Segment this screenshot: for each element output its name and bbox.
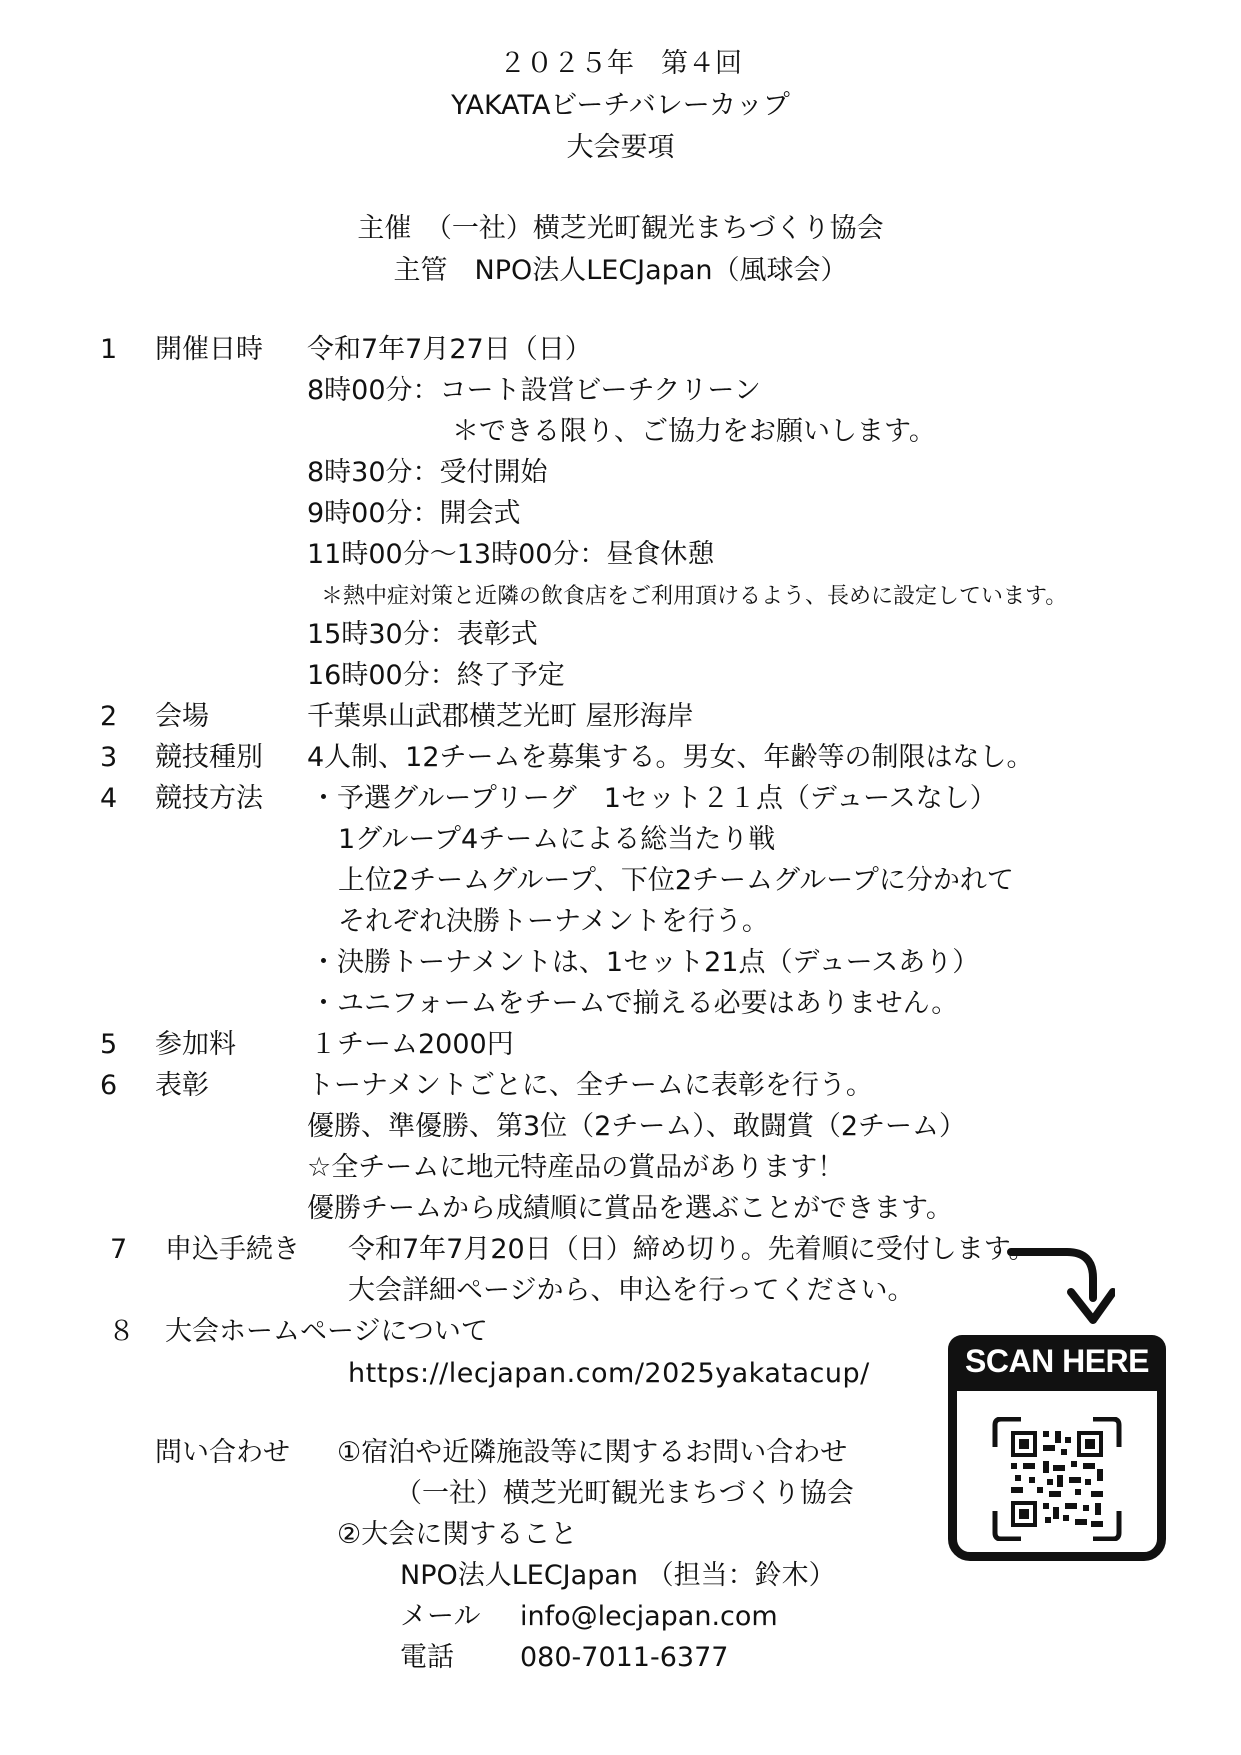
qr-code-icon[interactable]	[991, 1417, 1123, 1541]
mail-address[interactable]: info@lecjapan.com	[520, 1601, 778, 1632]
organizer-host: 主催 （一社）横芝光町観光まちづくり協会	[357, 213, 884, 244]
category-text: 4人制、12チームを募集する。男女、年齢等の制限はなし。	[307, 742, 1034, 773]
venue-text: 千葉県山武郡横芝光町 屋形海岸	[307, 701, 694, 732]
award-line: 優勝チームから成績順に賞品を選ぶことができます。	[307, 1193, 953, 1224]
method-line: それぞれ決勝トーナメントを行う。	[338, 906, 769, 937]
section-5-title: 参加料	[155, 1029, 236, 1060]
title-line-1: ２０２５年 第４回	[499, 48, 742, 79]
section-3-number: 3	[100, 742, 118, 773]
section-1-date: 令和7年7月27日（日）	[307, 334, 592, 365]
section-1-number: 1	[100, 334, 118, 365]
section-5-number: 5	[100, 1029, 118, 1060]
application-line: 令和7年7月20日（日）締め切り。先着順に受付します。	[348, 1234, 1036, 1265]
section-7-number: 7	[110, 1234, 128, 1265]
tel-label: 電話	[400, 1642, 454, 1673]
section-2-title: 会場	[155, 701, 209, 732]
curved-arrow-down-icon	[1005, 1242, 1115, 1332]
section-1-title: 開催日時	[155, 334, 263, 365]
section-6-title: 表彰	[155, 1070, 209, 1101]
award-line: 優勝、準優勝、第3位（2チーム）、敢闘賞（2チーム）	[307, 1111, 967, 1142]
section-6-number: 6	[100, 1070, 118, 1101]
method-line: 1グループ4チームによる総当たり戦	[338, 824, 776, 855]
section-7-title: 申込手続き	[165, 1234, 300, 1265]
organizer-manager: 主管 NPO法人LECJapan（風球会）	[393, 255, 848, 286]
application-line: 大会詳細ページから、申込を行ってください。	[348, 1275, 915, 1306]
section-8-title: 大会ホームページについて	[165, 1316, 488, 1347]
schedule-line: 8時00分：コート設営ビーチクリーン	[307, 375, 761, 406]
schedule-line: 8時30分：受付開始	[307, 457, 548, 488]
section-2-number: 2	[100, 701, 118, 732]
method-line: ・ユニフォームをチームで揃える必要はありません。	[310, 988, 959, 1019]
schedule-note: ＊できる限り、ご協力をお願いします。	[452, 416, 936, 447]
contact-label: 問い合わせ	[155, 1437, 290, 1468]
schedule-line: 9時00分：開会式	[307, 498, 521, 529]
title-line-2: YAKATAビーチバレーカップ	[451, 90, 790, 121]
tel-number[interactable]: 080-7011-6377	[520, 1642, 729, 1673]
contact-item-1: ①宿泊や近隣施設等に関するお問い合わせ	[337, 1437, 848, 1468]
contact-item-2-org: NPO法人LECJapan （担当：鈴木）	[400, 1560, 836, 1591]
fee-text: １チーム2000円	[310, 1029, 514, 1060]
award-line: トーナメントごとに、全チームに表彰を行う。	[307, 1070, 873, 1101]
method-line: ・決勝トーナメントは、1セット21点（デュースあり）	[310, 947, 980, 978]
qr-scan-card[interactable]	[948, 1335, 1166, 1561]
schedule-line: 15時30分：表彰式	[307, 619, 538, 650]
title-line-3: 大会要項	[566, 132, 675, 163]
section-4-title: 競技方法	[155, 783, 263, 814]
method-line: 上位2チームグループ、下位2チームグループに分かれて	[338, 865, 1014, 896]
mail-label: メール	[400, 1601, 481, 1632]
section-4-number: 4	[100, 783, 118, 814]
section-3-title: 競技種別	[155, 742, 263, 773]
homepage-link[interactable]: https://lecjapan.com/2025yakatacup/	[348, 1358, 870, 1389]
contact-item-2: ②大会に関すること	[337, 1519, 578, 1550]
method-line: ・予選グループリーグ 1セット２１点（デュースなし）	[310, 783, 997, 814]
schedule-note: ＊熱中症対策と近隣の飲食店をご利用頂けるよう、長めに設定しています。	[321, 584, 1068, 609]
section-8-number: ８	[108, 1316, 135, 1347]
award-line: ☆全チームに地元特産品の賞品があります！	[307, 1152, 845, 1183]
schedule-line: 11時00分～13時00分：昼食休憩	[307, 539, 715, 570]
contact-item-1-org: （一社）横芝光町観光まちづくり協会	[395, 1478, 854, 1509]
qr-title: SCAN HERE	[965, 1343, 1149, 1379]
schedule-line: 16時00分：終了予定	[307, 660, 565, 691]
